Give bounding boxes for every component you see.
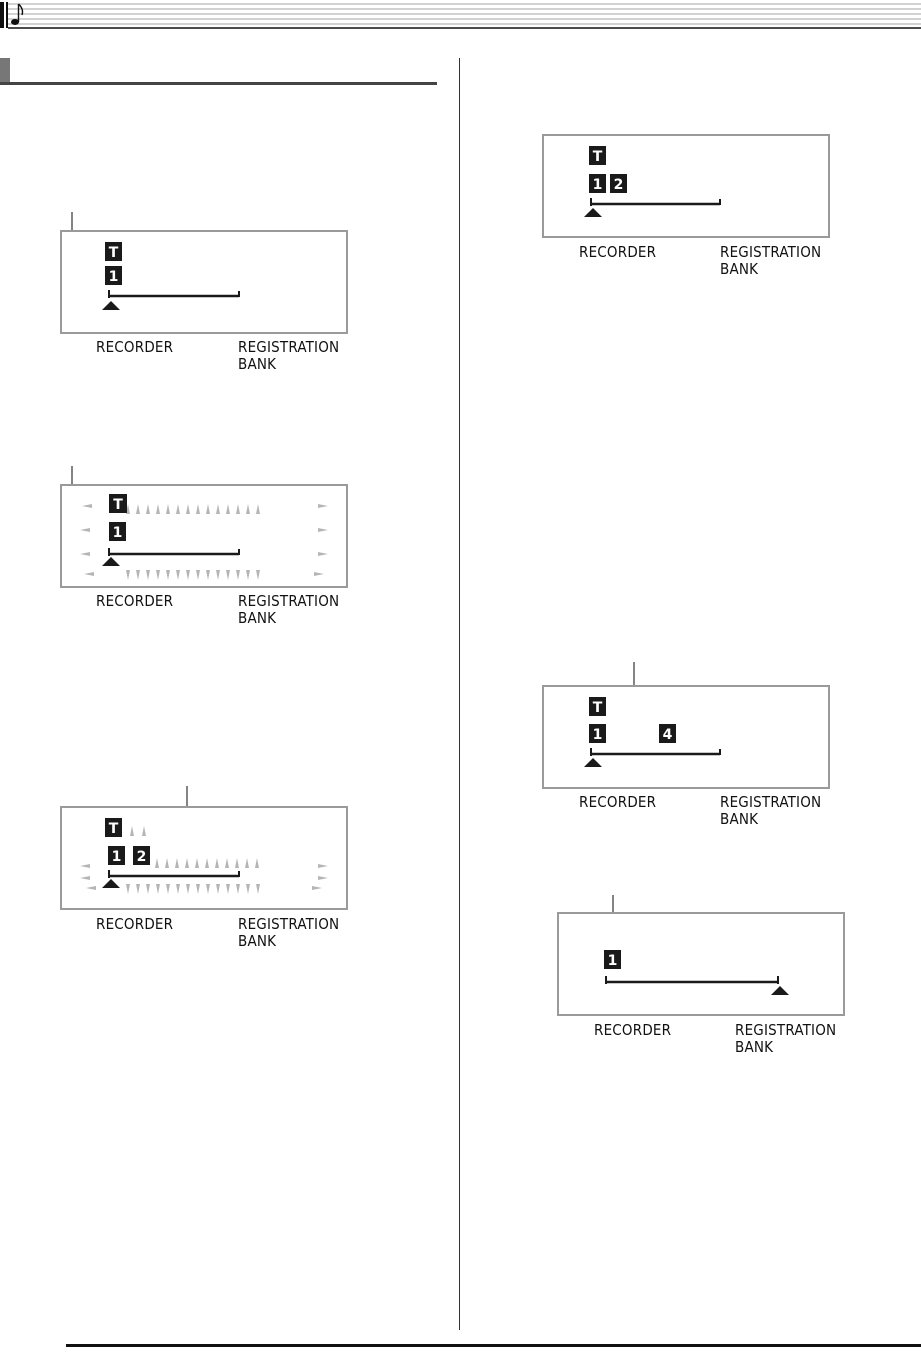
registration-bank-label-2: REGISTRATION BANK [238,592,340,627]
svg-text:1: 1 [108,269,119,285]
position-marker-icon [771,986,789,995]
registration-bank-label-4: REGISTRATION BANK [720,243,822,278]
svg-text:2: 2 [136,849,147,865]
registration-bank-label-5: REGISTRATION BANK [720,793,822,828]
registration-bank-label-1: REGISTRATION BANK [238,338,340,373]
registration-bank-label-3: REGISTRATION BANK [238,915,340,950]
recorder-label-1: RECORDER [96,338,174,356]
svg-text:1: 1 [607,953,618,969]
svg-text:T: T [592,700,603,716]
svg-text:1: 1 [111,849,122,865]
lcd-display-6 [557,912,845,1016]
track-1-icon [604,950,621,969]
svg-text:T: T [108,821,119,837]
svg-text:T: T [113,497,123,513]
registration-bank-label-6: REGISTRATION BANK [735,1021,837,1056]
recorder-label-3: RECORDER [96,915,174,933]
svg-text:T: T [108,245,119,261]
svg-text:1: 1 [112,525,123,541]
progress-bar [606,976,778,984]
svg-text:1: 1 [592,177,603,193]
svg-text:4: 4 [662,727,673,743]
recorder-label-5: RECORDER [579,793,657,811]
recorder-label-2: RECORDER [96,592,174,610]
svg-text:2: 2 [613,177,624,193]
svg-text:1: 1 [592,727,603,743]
recorder-label-6: RECORDER [594,1021,672,1039]
recorder-label-4: RECORDER [579,243,657,261]
svg-text:T: T [592,149,603,165]
